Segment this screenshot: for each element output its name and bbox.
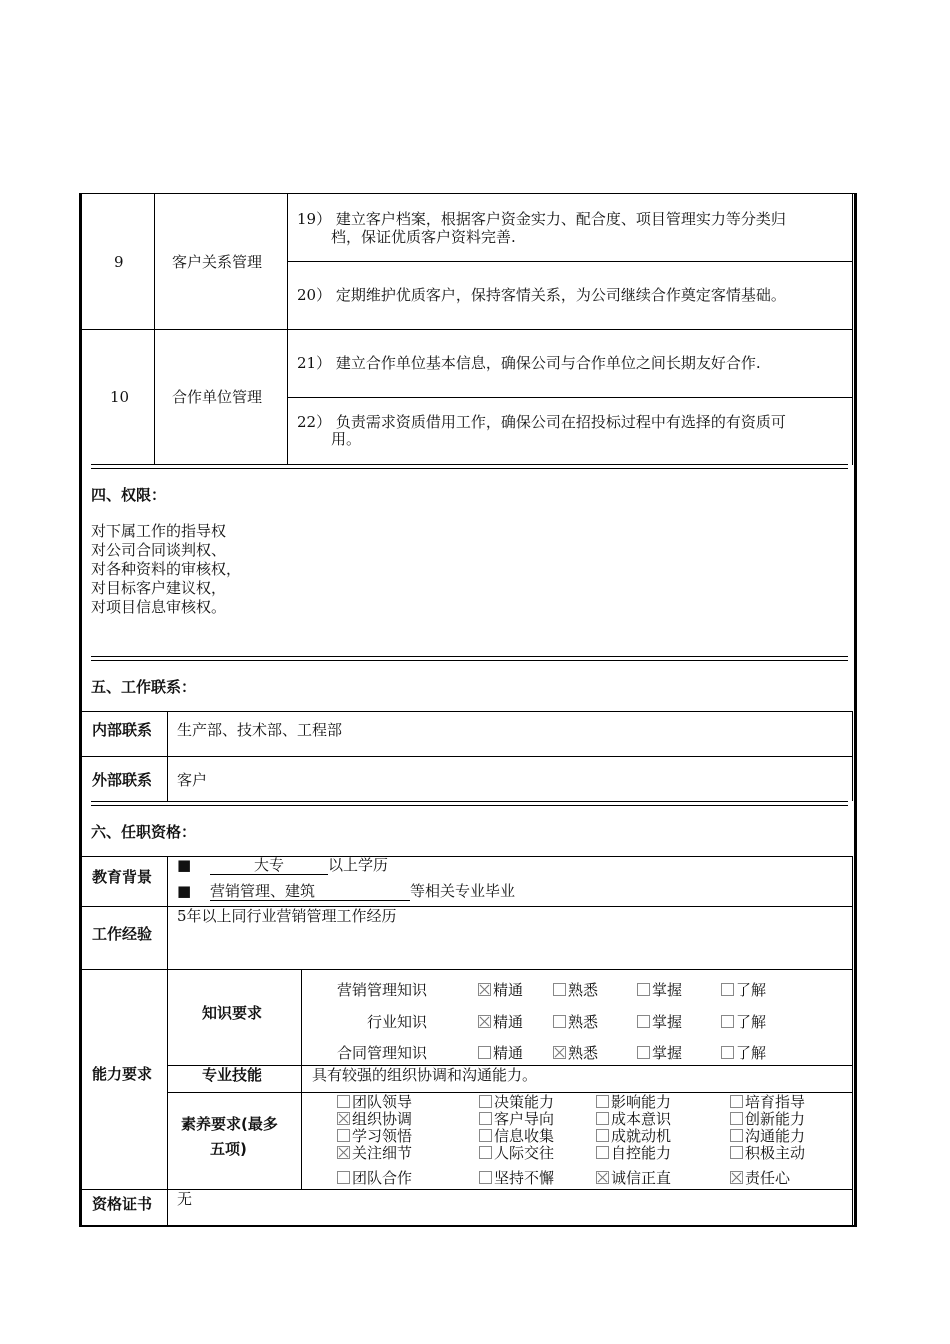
quality-option[interactable]: [596, 1145, 671, 1162]
checkbox-label: 培育指导: [745, 1093, 806, 1111]
duty-item: 22） 负责需求资质借用工作，确保公司在招投标过程中有选择的有资质可: [297, 413, 786, 431]
edu-level-suffix: 以上学历: [328, 856, 389, 874]
checkbox[interactable]: [553, 983, 566, 996]
checkbox[interactable]: [730, 1171, 743, 1184]
duty-name: 合作单位管理: [172, 388, 263, 406]
checkbox-label: 精通: [493, 1013, 524, 1031]
checkbox-label: 客户导向: [494, 1110, 555, 1128]
checkbox[interactable]: [596, 1112, 609, 1125]
checkbox-label: 积极主动: [745, 1144, 806, 1162]
checkbox[interactable]: [337, 1095, 350, 1108]
external-label: 外部联系: [92, 771, 153, 789]
quality-option[interactable]: [479, 1145, 554, 1162]
row-divider: [82, 1189, 853, 1190]
checkbox-label: 诚信正直: [611, 1169, 672, 1187]
experience-value: 5年以上同行业营销管理工作经历: [177, 907, 397, 925]
col-divider: [167, 856, 168, 1227]
knowledge-level-option[interactable]: [478, 982, 523, 999]
skill-label: 专业技能: [202, 1066, 263, 1084]
checkbox-label: 关注细节: [352, 1144, 413, 1162]
knowledge-item: 行业知识: [366, 1013, 427, 1031]
knowledge-level-option[interactable]: [637, 982, 682, 999]
education-label: 教育背景: [92, 868, 153, 886]
checkbox[interactable]: [721, 983, 734, 996]
checkbox[interactable]: [637, 983, 650, 996]
row-divider: [82, 329, 853, 330]
quality-option[interactable]: [596, 1111, 671, 1128]
checkbox-label: 团队合作: [352, 1169, 413, 1187]
checkbox[interactable]: [479, 1112, 492, 1125]
quality-option[interactable]: [730, 1145, 805, 1162]
checkbox-label: 成就动机: [611, 1127, 672, 1145]
checkbox[interactable]: [596, 1129, 609, 1142]
checkbox-label: 掌握: [652, 1044, 683, 1062]
external-value: 客户: [177, 771, 208, 789]
knowledge-label: 知识要求: [202, 1004, 263, 1022]
quality-label: 素养要求(最多: [181, 1115, 278, 1133]
knowledge-item: 营销管理知识: [336, 981, 427, 999]
internal-value: 生产部、技术部、工程部: [177, 721, 343, 739]
checkbox[interactable]: [721, 1046, 734, 1059]
checkbox[interactable]: [730, 1095, 743, 1108]
quality-option[interactable]: [596, 1094, 671, 1111]
section-title-authority: 四、权限：: [91, 486, 167, 504]
duty-item-cont: 用。: [331, 430, 362, 448]
checkbox[interactable]: [479, 1171, 492, 1184]
knowledge-level-option[interactable]: [637, 1045, 682, 1062]
knowledge-level-option[interactable]: [721, 982, 766, 999]
quality-option[interactable]: [479, 1111, 554, 1128]
quality-option[interactable]: [730, 1128, 805, 1145]
quality-option[interactable]: [337, 1111, 412, 1128]
checkbox[interactable]: [553, 1046, 566, 1059]
row-divider: [82, 856, 853, 857]
quality-option[interactable]: [337, 1094, 412, 1111]
duty-item-cont: 档，保证优质客户资料完善.: [331, 228, 516, 246]
checkbox[interactable]: [721, 1015, 734, 1028]
checkbox-label: 掌握: [652, 981, 683, 999]
edu-level: 大专: [210, 857, 328, 875]
experience-label: 工作经验: [92, 925, 153, 943]
col-divider: [852, 711, 853, 801]
duty-name: 客户关系管理: [172, 253, 263, 271]
col-divider: [167, 711, 168, 801]
checkbox[interactable]: [479, 1129, 492, 1142]
section-divider: [91, 801, 848, 806]
checkbox[interactable]: [553, 1015, 566, 1028]
checkbox[interactable]: [637, 1046, 650, 1059]
ability-label: 能力要求: [92, 1065, 153, 1083]
checkbox-label: 成本意识: [611, 1110, 672, 1128]
checkbox-label: 团队领导: [352, 1093, 413, 1111]
cert-label: 资格证书: [92, 1195, 153, 1213]
section-divider: [91, 464, 848, 469]
checkbox[interactable]: [478, 1015, 491, 1028]
row-divider: [82, 711, 853, 712]
knowledge-level-option[interactable]: [553, 1014, 598, 1031]
duty-number: 10: [110, 388, 130, 406]
checkbox-label: 决策能力: [494, 1093, 555, 1111]
authority-line: 对公司合同谈判权、: [91, 541, 227, 559]
checkbox[interactable]: [337, 1129, 350, 1142]
quality-option[interactable]: [479, 1128, 554, 1145]
quality-option[interactable]: [479, 1170, 554, 1187]
row-divider: [287, 397, 853, 398]
authority-line: 对各种资料的审核权，: [91, 560, 242, 578]
checkbox-label: 组织协调: [352, 1110, 413, 1128]
checkbox[interactable]: [337, 1146, 350, 1159]
authority-line: 对项目信息审核权。: [91, 598, 227, 616]
quality-option[interactable]: [337, 1170, 412, 1187]
checkbox[interactable]: [337, 1171, 350, 1184]
checkbox-label: 坚持不懈: [494, 1169, 555, 1187]
knowledge-level-option[interactable]: [721, 1045, 766, 1062]
knowledge-level-option[interactable]: [478, 1045, 523, 1062]
quality-option[interactable]: [479, 1094, 554, 1111]
quality-option[interactable]: [730, 1170, 790, 1187]
skill-value: 具有较强的组织协调和沟通能力。: [312, 1066, 538, 1084]
checkbox-label: 了解: [736, 981, 767, 999]
col-divider: [301, 969, 302, 1190]
checkbox-label: 责任心: [745, 1169, 791, 1187]
col-divider: [852, 856, 853, 1227]
quality-option[interactable]: [730, 1111, 805, 1128]
checkbox[interactable]: [478, 1046, 491, 1059]
section-divider: [91, 656, 848, 661]
checkbox[interactable]: [596, 1171, 609, 1184]
checkbox[interactable]: [730, 1129, 743, 1142]
checkbox[interactable]: [596, 1146, 609, 1159]
edu-major: 营销管理、建筑: [210, 883, 410, 901]
duty-item: 20） 定期维护优质客户，保持客情关系，为公司继续合作奠定客情基础。: [297, 286, 786, 304]
quality-option[interactable]: [337, 1145, 412, 1162]
bullet: ■: [177, 882, 192, 900]
checkbox-label: 影响能力: [611, 1093, 672, 1111]
checkbox-label: 掌握: [652, 1013, 683, 1031]
checkbox-label: 熟悉: [568, 1013, 599, 1031]
cert-value: 无: [177, 1190, 193, 1208]
quality-label-2: 五项): [210, 1140, 247, 1158]
knowledge-level-option[interactable]: [553, 982, 598, 999]
checkbox-label: 熟悉: [568, 1044, 599, 1062]
checkbox-label: 信息收集: [494, 1127, 555, 1145]
knowledge-item: 合同管理知识: [336, 1044, 427, 1062]
knowledge-level-option[interactable]: [721, 1014, 766, 1031]
checkbox-label: 学习领悟: [352, 1127, 413, 1145]
checkbox-label: 了解: [736, 1013, 767, 1031]
checkbox-label: 人际交往: [494, 1144, 555, 1162]
checkbox[interactable]: [596, 1095, 609, 1108]
knowledge-level-option[interactable]: [553, 1045, 598, 1062]
authority-line: 对下属工作的指导权: [91, 522, 227, 540]
edu-line-1: [210, 857, 388, 875]
bullet: ■: [177, 856, 192, 874]
checkbox[interactable]: [479, 1146, 492, 1159]
checkbox[interactable]: [337, 1112, 350, 1125]
quality-option[interactable]: [337, 1128, 412, 1145]
edu-line-2: [210, 883, 515, 901]
checkbox[interactable]: [479, 1095, 492, 1108]
checkbox[interactable]: [637, 1015, 650, 1028]
quality-option[interactable]: [596, 1170, 671, 1187]
edu-major-suffix: 等相关专业毕业: [410, 882, 516, 900]
duty-number: 9: [114, 253, 124, 271]
authority-line: 对目标客户建议权，: [91, 579, 227, 597]
row-divider: [82, 756, 853, 757]
checkbox-label: 创新能力: [745, 1110, 806, 1128]
checkbox[interactable]: [730, 1146, 743, 1159]
checkbox-label: 熟悉: [568, 981, 599, 999]
section-title-relations: 五、工作联系：: [91, 678, 197, 696]
checkbox-label: 了解: [736, 1044, 767, 1062]
checkbox-label: 精通: [493, 981, 524, 999]
duty-item: 21） 建立合作单位基本信息，确保公司与合作单位之间长期友好合作.: [297, 354, 761, 372]
checkbox-label: 精通: [493, 1044, 524, 1062]
internal-label: 内部联系: [92, 721, 153, 739]
knowledge-level-option[interactable]: [637, 1014, 682, 1031]
checkbox[interactable]: [478, 983, 491, 996]
row-divider: [82, 969, 853, 970]
checkbox-label: 自控能力: [611, 1144, 672, 1162]
checkbox[interactable]: [730, 1112, 743, 1125]
row-divider: [287, 261, 853, 262]
knowledge-level-option[interactable]: [478, 1014, 523, 1031]
quality-option[interactable]: [596, 1128, 671, 1145]
quality-option[interactable]: [730, 1094, 805, 1111]
duty-item: 19） 建立客户档案，根据客户资金实力、配合度、项目管理实力等分类归: [297, 210, 786, 228]
section-title-qualification: 六、任职资格：: [91, 823, 197, 841]
checkbox-label: 沟通能力: [745, 1127, 806, 1145]
